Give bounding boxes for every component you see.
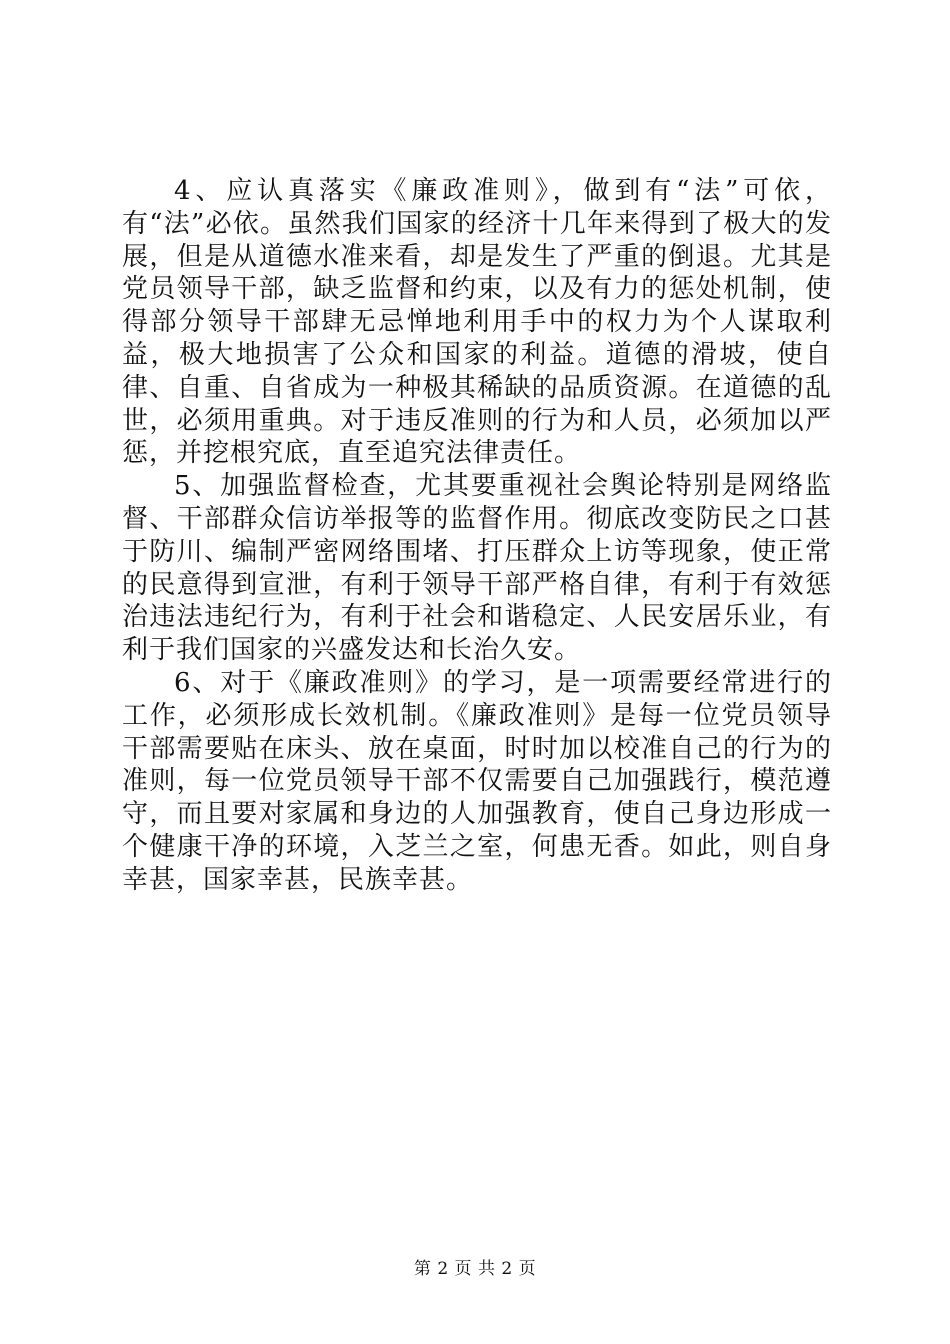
- page-footer: 第 2 页 共 2 页: [413, 1259, 537, 1279]
- paragraph-5: 5、加强监督检查，尤其要重视社会舆论特别是网络监督、干部群众信访举报等的监督作用。彻底改变防民之口甚于防川、编制严密网络围堵、打压群众上访等现象，使正常的民意得到宣泄，有利于领导干部严格自律，有利于有效惩治违法违纪行为，有利于社会和谐稳定、人民安居乐业，有利于我们国家的兴盛发达和长治久安。: [122, 471, 832, 666]
- document-body: [122, 175, 832, 897]
- paragraph-6: 6、对于《廉政准则》的学习，是一项需要经常进行的工作，必须形成长效机制。《廉政准则》是每一位党员领导干部需要贴在床头、放在桌面，时时加以校准自己的行为的准则，每一位党员领导干部不仅需要自己加强践行，模范遵守，而且要对家属和身边的人加强教育，使自己身边形成一个健康干净的环境，入芝兰之室，何患无香。如此，则自身幸甚，国家幸甚，民族幸甚。: [122, 667, 832, 895]
- paragraph-4: 4、应认真落实《廉政准则》，做到有“法”可依，有“法”必依。虽然我们国家的经济十几年来得到了极大的发展，但是从道德水准来看，却是发生了严重的倒退。尤其是党员领导干部，缺乏监督和约束，以及有力的惩处机制，使得部分领导干部肆无忌惮地利用手中的权力为个人谋取利益，极大地损害了公众和国家的利益。道德的滑坡，使自律、自重、自省成为一种极其稀缺的品质资源。在道德的乱世，必须用重典。对于违反准则的行为和人员，必须加以严惩，并挖根究底，直至追究法律责任。: [122, 176, 832, 469]
